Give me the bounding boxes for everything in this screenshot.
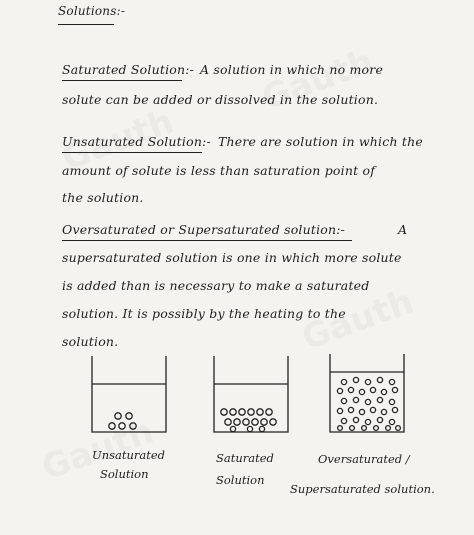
heading-underline — [58, 24, 114, 25]
supersaturated-line1: A — [398, 222, 408, 237]
unsaturated-line3: the solution. — [62, 190, 144, 205]
caption-unsaturated-2: Solution — [100, 467, 149, 481]
unsaturated-line2: amount of solute is less than saturation point of — [62, 163, 376, 178]
unsaturated-beaker — [92, 356, 166, 432]
saturated-term-underline — [62, 80, 182, 81]
unsaturated-line1: There are solution in which the — [218, 134, 423, 149]
saturated-term: Saturated Solution:- — [62, 62, 195, 77]
beaker-diagrams — [0, 350, 474, 450]
unsaturated-term: Unsaturated Solution:- — [62, 134, 211, 149]
caption-saturated-1: Saturated — [216, 451, 274, 465]
caption-oversaturated-2: Supersaturated solution. — [290, 482, 435, 496]
supersaturated-line3: is added than is necessary to make a saturated — [62, 278, 370, 293]
supersaturated-line4: solution. It is possibly by the heating to the — [62, 306, 346, 321]
unsaturated-term-underline — [62, 152, 202, 153]
caption-unsaturated-1: Unsaturated — [92, 448, 166, 462]
saturated-line2: solute can be added or dissolved in the solution. — [62, 92, 379, 107]
saturated-line1: A solution in which no more — [200, 62, 384, 77]
supersaturated-term: Oversaturated or Supersaturated solution:- — [62, 222, 346, 237]
caption-saturated-2: Solution — [216, 473, 265, 487]
saturated-beaker — [214, 356, 288, 432]
heading: Solutions:- — [58, 4, 126, 18]
supersaturated-term-underline — [62, 240, 352, 241]
supersaturated-line5: solution. — [62, 334, 119, 349]
supersaturated-line2: supersaturated solution is one in which more solute — [62, 250, 402, 265]
caption-oversaturated-1: Oversaturated / — [318, 452, 410, 466]
supersaturated-beaker — [330, 354, 404, 432]
